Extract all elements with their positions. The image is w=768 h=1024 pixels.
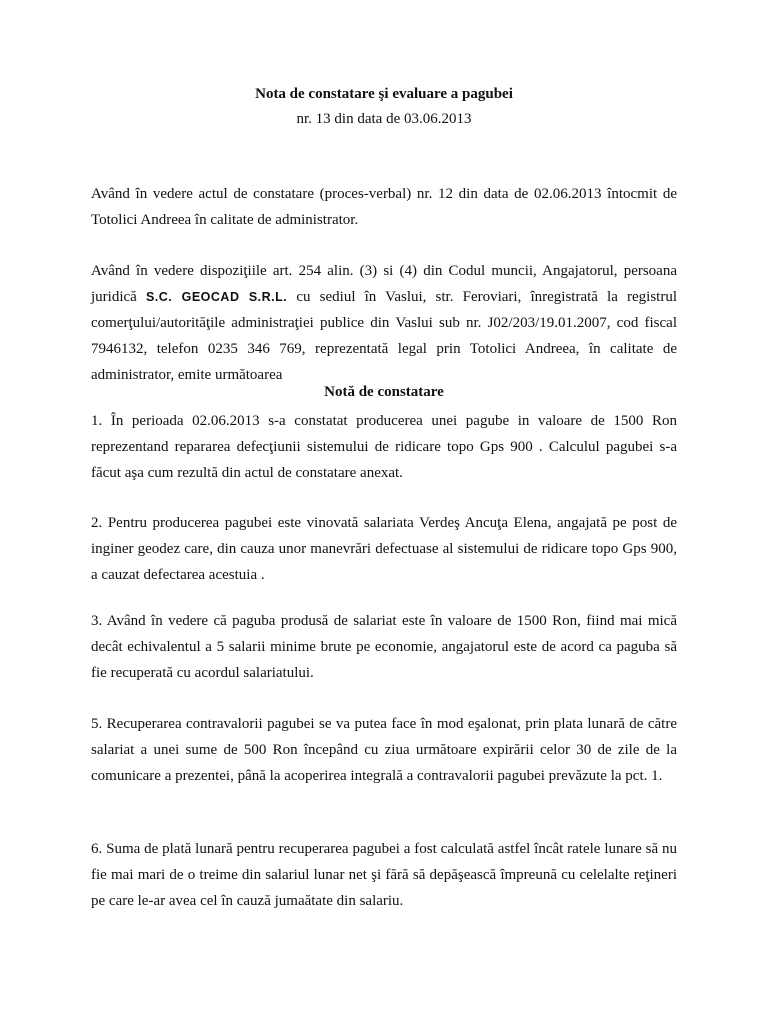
- point-2: 2. Pentru producerea pagubei este vinovată salariata Verdeş Ancuţa Elena, angajată pe post de inginer geodez care, din cauza unor manevrări defectuase al sistemului de ridicare topo Gps 900, a cauzat defectarea acestuia .: [91, 515, 677, 583]
- intro-paragraph: Având în vedere actul de constatare (proces-verbal) nr. 12 din data de 02.06.2013 întocmit de Totolici Andreea în calitate de administrator.: [91, 186, 677, 228]
- legal-basis-text-start: Având în vedere dispoziţiile art. 254 alin. (3) si (4) din Codul muncii, Angajatorul, persoana juridică: [91, 263, 677, 305]
- document-title: Nota de constatare şi evaluare a pagubei: [255, 86, 513, 102]
- point-5: 5. Recuperarea contravalorii pagubei se va putea face în mod eşalonat, prin plata lunară de către salariat a unei sume de 500 Ron începând cu ziua următoare expirării celor 30 de zile de la comunicare a prezentei, până la acoperirea integrală a contravalorii pagubei prevăzute la pct. 1.: [91, 716, 677, 784]
- point-6: 6. Suma de plată lunară pentru recuperarea pagubei a fost calculată astfel încât ratele lunare să nu fie mai mari de o treime din salariul lunar net şi fără să depăşească împreună cu celelalte reţineri pe care le-ar avea cel în cauză jumaătate din salariu.: [91, 841, 677, 909]
- legal-basis-text-end: cu sediul în Vaslui, str. Feroviari, înregistrată la registrul comerţului/autorităţile administraţiei publice din Vaslui sub nr. J02/203/19.01.2007, cod fiscal 7946132, telefon 0235 346 769, reprezentată legal prin Totolici Andreea, în calitate de administrator, emite următoarea: [91, 289, 677, 383]
- company-name: S.C. GEOCAD S.R.L.: [145, 290, 288, 304]
- legal-basis-paragraph: [91, 258, 677, 388]
- point-3: 3. Având în vedere că paguba produsă de salariat este în valoare de 1500 Ron, fiind mai mică decât echivalentul a 5 salarii minime brute pe economie, angajatorul este de acord ca paguba să fie recuperată cu acordul salariatului.: [91, 613, 677, 681]
- document-number-date: nr. 13 din data de 03.06.2013: [296, 111, 472, 127]
- point-1: 1. În perioada 02.06.2013 s-a constatat producerea unei pagube in valoare de 1500 Ron reprezentand repararea defecţiunii sistemului de ridicare topo Gps 900 . Calculul pagubei s-a făcut aşa cum rezultă din actul de constatare anexat.: [91, 413, 677, 481]
- section-heading: Notă de constatare: [324, 384, 444, 400]
